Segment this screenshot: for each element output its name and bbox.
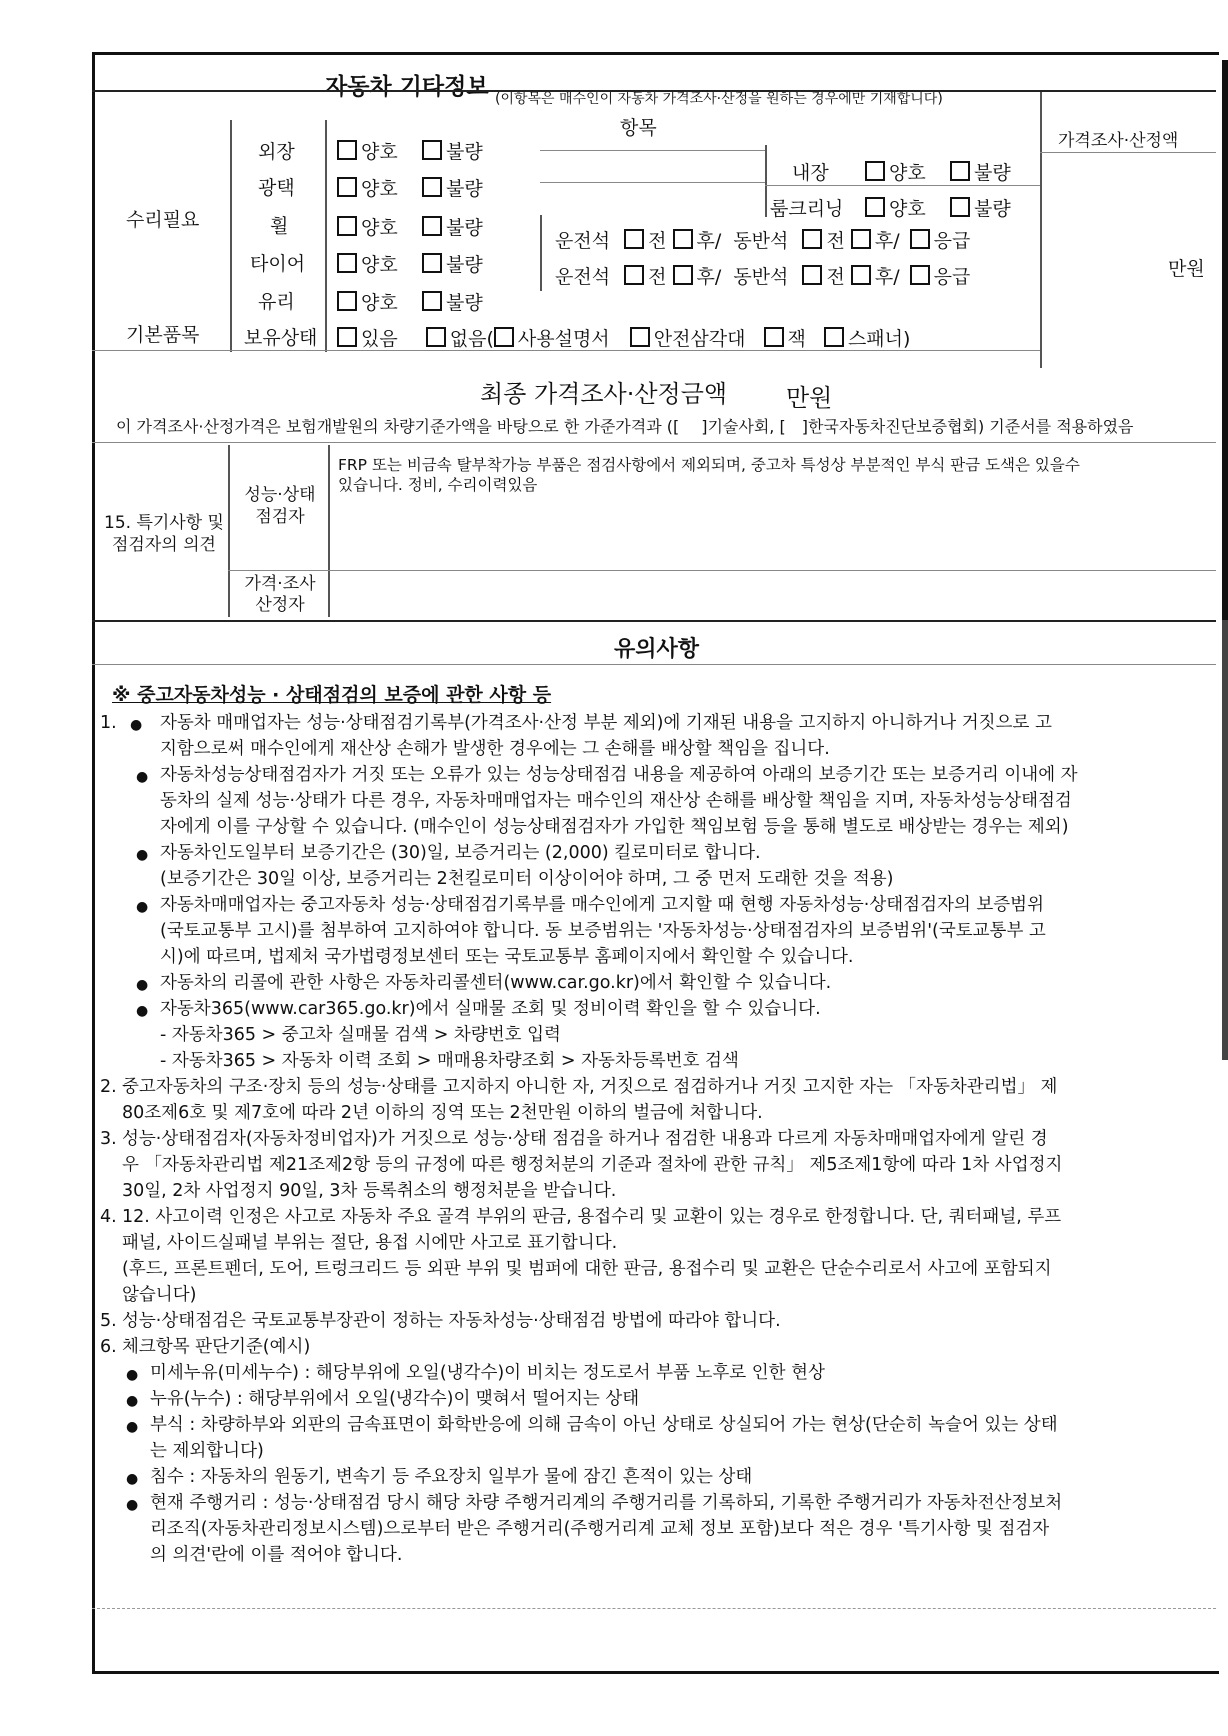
item-wheel: 휠 — [270, 215, 289, 237]
divider — [92, 620, 1216, 622]
caution-line: 자동차인도일부터 보증기간은 (30)일, 보증거리는 (2,000) 킬로미터로 합니다. — [160, 843, 761, 863]
bullet-icon: ● — [136, 899, 149, 915]
special-label-line: 15. 특기사항 및 — [104, 513, 224, 533]
note-part: ]기술사회, [ — [701, 417, 786, 436]
bullet-icon: ● — [126, 1471, 139, 1487]
caution-line: 현재 주행거리 : 성능·상태점검 당시 해당 차량 주행거리계의 주행거리를 기록하되, 기록한 주행거리가 자동차전산정보처 — [150, 1493, 1063, 1513]
caution-line: 30일, 2차 사업정지 90일, 3차 등록취소의 행정처분을 받습니다. — [122, 1181, 617, 1201]
item-header: 항목 — [620, 117, 657, 139]
caution-line: 자동차성능상태점검자가 거짓 또는 오류가 있는 성능상태점검 내용을 제공하여 아래의 보증기간 또는 보증거리 이내에 자 — [160, 765, 1078, 785]
edge-mark — [1222, 620, 1228, 1060]
item-number: 3. — [100, 1129, 117, 1149]
checkbox[interactable] — [422, 291, 442, 311]
checkbox[interactable] — [824, 327, 844, 347]
passenger-seat-label: 동반석 — [733, 266, 789, 288]
caution-line: (보증기간은 30일 이상, 보증거리는 2천킬로미터 이상이어야 하며, 그 중 먼저 도래한 것을 적용) — [160, 869, 894, 889]
caution-line: - 자동차365 > 중고차 실매물 검색 > 차량번호 입력 — [160, 1025, 561, 1045]
front-label: 전 — [826, 266, 845, 288]
item-number: 6. — [100, 1337, 117, 1357]
divider — [228, 445, 230, 617]
checkbox[interactable] — [802, 229, 822, 249]
item-exterior: 외장 — [258, 141, 295, 163]
checkbox[interactable] — [624, 229, 644, 249]
bullet-icon: ● — [136, 847, 149, 863]
bad-label: 불량 — [446, 178, 483, 200]
checkbox[interactable] — [950, 197, 970, 217]
checkbox[interactable] — [673, 229, 693, 249]
item-number: 1. — [100, 713, 117, 733]
special-label — [104, 512, 224, 556]
item-number: 2. — [100, 1077, 117, 1097]
appraiser-label — [240, 574, 320, 616]
price-unit: 만원 — [1168, 258, 1205, 280]
item-glass: 유리 — [258, 291, 295, 313]
inspector-label — [240, 484, 320, 528]
divider — [230, 120, 232, 352]
driver-seat-label: 운전석 — [555, 266, 611, 288]
final-price-note — [116, 414, 1134, 437]
checkbox[interactable] — [865, 197, 885, 217]
bullet-icon: ● — [126, 1393, 139, 1409]
caution-line: 자동차의 리콜에 관한 사항은 자동차리콜센터(www.car.go.kr)에서 확인할 수 있습니다. — [160, 973, 832, 993]
caution-line: 의 의견'란에 이를 적어야 합니다. — [150, 1545, 403, 1565]
checkbox[interactable] — [851, 229, 871, 249]
jack-label: 잭 — [787, 328, 806, 350]
item-number: 5. — [100, 1311, 117, 1331]
passenger-seat-label: 동반석 — [733, 230, 789, 252]
checkbox[interactable] — [426, 327, 446, 347]
appraiser-label-line: 산정자 — [255, 595, 305, 615]
other-info-title: 자동차 기타정보 — [325, 74, 489, 100]
checkbox[interactable] — [422, 253, 442, 273]
checkbox[interactable] — [422, 216, 442, 236]
item-gloss: 광택 — [258, 177, 295, 199]
front-label: 전 — [648, 266, 667, 288]
caution-line: 누유(누수) : 해당부위에서 오일(냉각수)이 맺혀서 떨어지는 상태 — [150, 1389, 640, 1409]
bad-label: 불량 — [446, 141, 483, 163]
caution-line: 리조직(자동차관리정보시스템)으로부터 받은 주행거리(주행거리계 교체 정보 포함)보다 적은 경우 '특기사항 및 점검자 — [150, 1519, 1050, 1539]
caution-line: 시)에 따르며, 법제처 국가법령정보센터 또는 국토교통부 홈페이지에서 확인할 수 있습니다. — [160, 947, 854, 967]
caution-line: - 자동차365 > 자동차 이력 조회 > 매매용차량조회 > 자동차등록번호 검색 — [160, 1051, 739, 1071]
divider — [1040, 92, 1042, 368]
bullet-icon: ● — [136, 1003, 149, 1019]
triangle-label: 안전삼각대 — [653, 328, 746, 350]
caution-line: 자동차 매매업자는 성능·상태점검기록부(가격조사·산정 부분 제외)에 기재된 내용을 고지하지 아니하거나 거짓으로 고 — [160, 713, 1052, 733]
divider — [540, 150, 765, 151]
caution-line: 우 「자동차관리법 제21조제2항 등의 규정에 따른 행정처분의 기준과 절차에 관한 규칙」 제5조제1항에 따라 1차 사업정지 — [122, 1155, 1063, 1175]
caution-line: 미세누유(미세누수) : 해당부위에 오일(냉각수)이 비치는 정도로서 부품 노후로 인한 현상 — [150, 1363, 825, 1383]
bullet-icon: ● — [130, 717, 143, 733]
checkbox[interactable] — [422, 177, 442, 197]
caution-list — [100, 710, 1195, 1568]
good-label: 양호 — [361, 254, 398, 276]
inspector-label-line: 성능·상태 — [244, 485, 316, 505]
divider — [765, 185, 1040, 186]
checkbox[interactable] — [865, 161, 885, 181]
price-header: 가격조사·산정액 — [1058, 131, 1179, 151]
basic-items-label: 기본품목 — [126, 324, 200, 346]
item-interior: 내장 — [792, 162, 829, 184]
bullet-icon: ● — [136, 977, 149, 993]
divider — [92, 664, 1216, 665]
divider — [1040, 152, 1216, 153]
checkbox[interactable] — [494, 327, 514, 347]
checkbox[interactable] — [673, 265, 693, 285]
checkbox[interactable] — [910, 229, 930, 249]
caution-line: 성능·상태점검은 국토교통부장관이 정하는 자동차성능·상태점검 방법에 따라야 합니다. — [122, 1311, 781, 1331]
checkbox[interactable] — [422, 140, 442, 160]
caution-line: 동차의 실제 성능·상태가 다른 경우, 자동차매매업자는 매수인의 재산상 손해를 배상할 책임을 지며, 자동차성능상태점검 — [160, 791, 1072, 811]
divider — [92, 1608, 1216, 1609]
caution-line: (국토교통부 고시)를 첨부하여 고지하여야 합니다. 동 보증범위는 '자동차성능·상태점검자의 보증범위'(국토교통부 고 — [160, 921, 1046, 941]
bullet-icon: ● — [126, 1367, 139, 1383]
caution-line: 체크항목 판단기준(예시) — [122, 1337, 311, 1357]
good-label: 양호 — [361, 217, 398, 239]
divider — [325, 120, 327, 352]
inspector-label-line: 점검자 — [255, 507, 305, 527]
good-label: 양호 — [889, 162, 926, 184]
bullet-icon: ● — [126, 1497, 139, 1513]
item-holding: 보유상태 — [244, 327, 318, 349]
good-label: 양호 — [361, 141, 398, 163]
bad-label: 불량 — [446, 254, 483, 276]
note-part: 이 가격조사·산정가격은 보험개발원의 차량기준가액을 바탕으로 한 가준가격과 ([ — [116, 417, 680, 436]
divider — [540, 182, 765, 183]
other-info-subtitle: (이항목은 매수인이 자동차 가격조사·산정을 원하는 경우에만 기재합니다) — [495, 91, 943, 107]
repair-needed-label: 수리필요 — [126, 209, 200, 231]
checkbox[interactable] — [337, 327, 357, 347]
checkbox[interactable] — [950, 161, 970, 181]
caution-line: 자에게 이를 구상할 수 있습니다. (매수인이 성능상태점검자가 가입한 책임보험 등을 통해 별도로 배상받는 경우는 제외) — [160, 817, 1069, 837]
divider — [92, 442, 1216, 443]
spanner-label: 스패너) — [847, 328, 911, 350]
caution-line: 자동차매매업자는 중고자동차 성능·상태점검기록부를 매수인에게 고지할 때 현행 자동차성능·상태점검자의 보증범위 — [160, 895, 1044, 915]
good-label: 양호 — [361, 292, 398, 314]
item-tire: 타이어 — [250, 253, 306, 275]
bullet-icon: ● — [126, 1419, 139, 1435]
edge-mark — [1222, 60, 1228, 620]
rear-label: 후/ — [874, 266, 900, 288]
emergency-label: 응급 — [933, 266, 971, 288]
inspector-opinion — [338, 455, 1080, 495]
divider — [328, 445, 330, 617]
checkbox[interactable] — [337, 253, 357, 273]
manual-label: 사용설명서 — [517, 328, 610, 350]
caution-line: 패널, 사이드실패널 부위는 절단, 용접 시에만 사고로 표기합니다. — [122, 1233, 618, 1253]
caution-heading: ※ 중고자동차성능 · 상태점검의 보증에 관한 사항 등 — [112, 684, 552, 706]
bad-label: 불량 — [446, 292, 483, 314]
item-room-cleaning: 룸크리닝 — [770, 198, 844, 220]
checkbox[interactable] — [624, 265, 644, 285]
have-label: 있음 — [361, 328, 398, 350]
checkbox[interactable] — [802, 265, 822, 285]
bad-label: 불량 — [974, 198, 1011, 220]
caution-line: (후드, 프론트펜더, 도어, 트렁크리드 등 외판 부위 및 범퍼에 대한 판금, 용접수리 및 교환은 단순수리로서 사고에 포함되지 — [122, 1259, 1052, 1279]
checkbox[interactable] — [337, 177, 357, 197]
driver-seat-label: 운전석 — [555, 230, 611, 252]
checkbox[interactable] — [851, 265, 871, 285]
special-label-line: 점검자의 의견 — [112, 535, 216, 555]
divider — [765, 145, 767, 217]
rear-label: 후/ — [696, 266, 722, 288]
caution-line: 성능·상태점검자(자동차정비업자)가 거짓으로 성능·상태 점검을 하거나 점검한 내용과 다르게 자동차매매업자에게 알린 경 — [122, 1129, 1048, 1149]
divider — [92, 90, 1216, 92]
opinion-line: 있습니다. 정비, 수리이력있음 — [338, 476, 538, 494]
caution-title: 유의사항 — [614, 637, 700, 662]
caution-line: 않습니다) — [122, 1285, 197, 1305]
checkbox[interactable] — [764, 327, 784, 347]
caution-line: 지함으로써 매수인에게 재산상 손해가 발생한 경우에는 그 손해를 배상할 책임을 집니다. — [160, 739, 830, 759]
rear-label: 후/ — [696, 230, 722, 252]
caution-line: 부식 : 차량하부와 외판의 금속표면이 화학반응에 의해 금속이 아닌 상태로 상실되어 가는 현상(단순히 녹슬어 있는 상태 — [150, 1415, 1058, 1435]
item-number: 4. — [100, 1207, 117, 1227]
caution-line: 12. 사고이력 인정은 사고로 자동차 주요 골격 부위의 판금, 용접수리 및 교환이 있는 경우로 한정합니다. 단, 쿼터패널, 루프 — [122, 1207, 1062, 1227]
final-price-title: 최종 가격조사·산정금액 — [480, 380, 728, 408]
checkbox[interactable] — [337, 216, 357, 236]
divider — [540, 215, 542, 291]
appraiser-label-line: 가격·조사 — [244, 574, 316, 594]
checkbox[interactable] — [337, 291, 357, 311]
bad-label: 불량 — [974, 162, 1011, 184]
opinion-line: FRP 또는 비금속 탈부착가능 부품은 점검사항에서 제외되며, 중고차 특성상 부분적인 부식 판금 도색은 있을수 — [338, 456, 1080, 474]
caution-line: 침수 : 자동차의 원동기, 변속기 등 주요장치 일부가 물에 잠긴 흔적이 있는 상태 — [150, 1467, 753, 1487]
good-label: 양호 — [889, 198, 926, 220]
emergency-label: 응급 — [933, 230, 971, 252]
checkbox[interactable] — [337, 140, 357, 160]
bullet-icon: ● — [136, 769, 149, 785]
front-label: 전 — [648, 230, 667, 252]
caution-line: 는 제외합니다) — [150, 1441, 264, 1461]
final-price-unit: 만원 — [786, 384, 833, 412]
caution-line: 자동차365(www.car365.go.kr)에서 실매물 조회 및 정비이력 확인을 할 수 있습니다. — [160, 999, 821, 1019]
good-label: 양호 — [361, 178, 398, 200]
divider — [228, 570, 1216, 571]
none-label: 없음( — [449, 328, 494, 350]
caution-line: 80조제6호 및 제7호에 따라 2년 이하의 징역 또는 2천만원 이하의 벌금에 처합니다. — [122, 1103, 763, 1123]
front-label: 전 — [826, 230, 845, 252]
checkbox[interactable] — [910, 265, 930, 285]
checkbox[interactable] — [630, 327, 650, 347]
note-part: ]한국자동차진단보증협회) 기준서를 적용하였음 — [801, 417, 1134, 436]
rear-label: 후/ — [874, 230, 900, 252]
caution-line: 중고자동차의 구조·장치 등의 성능·상태를 고지하지 아니한 자, 거짓으로 점검하거나 거짓 고지한 자는 「자동차관리법」 제 — [122, 1077, 1058, 1097]
bad-label: 불량 — [446, 217, 483, 239]
